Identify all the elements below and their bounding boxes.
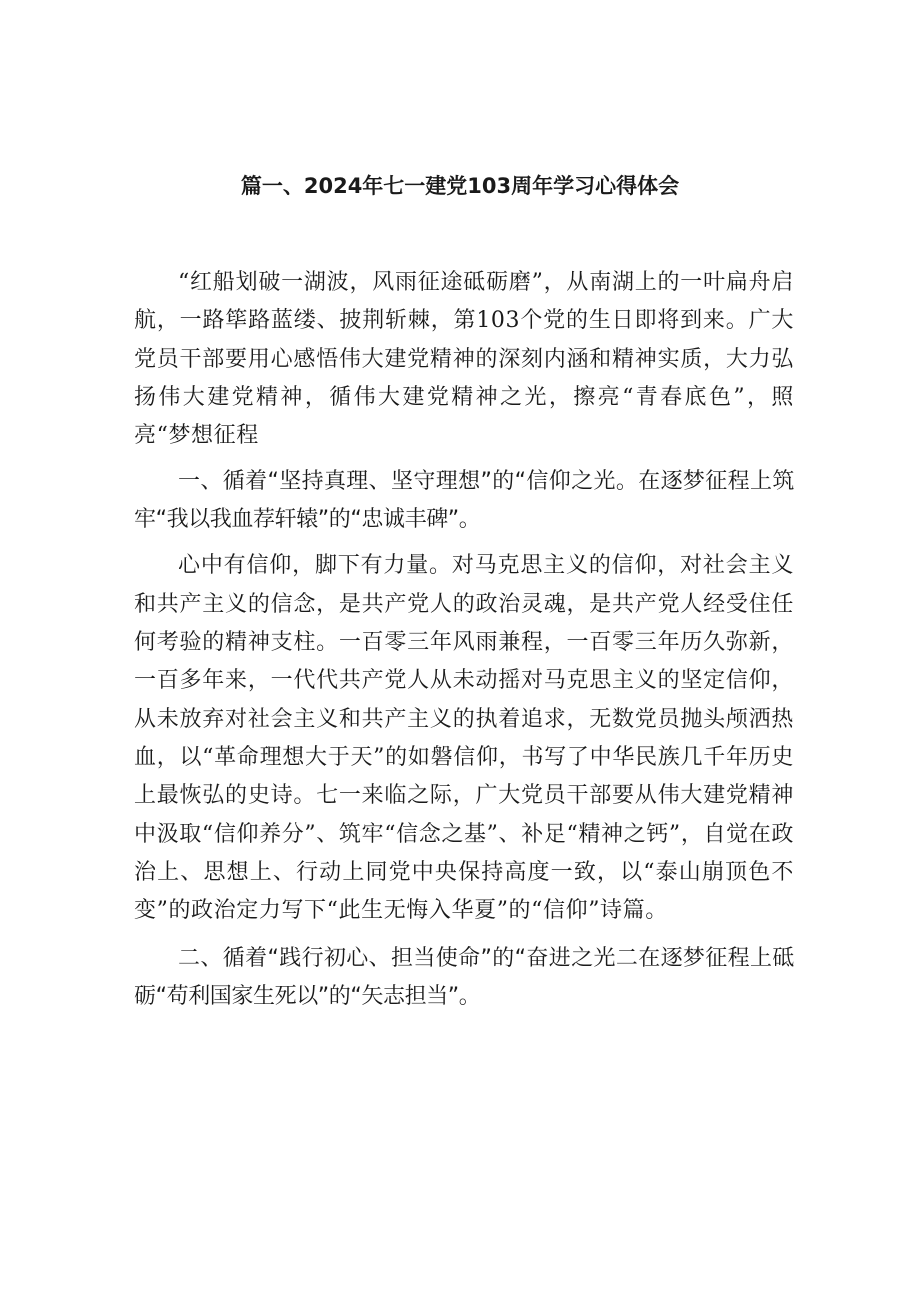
- intro-paragraph: “红船划破一湖波，风雨征途砥砺磨”，从南湖上的一叶扁舟启航，一路筚路蓝缕、披荆斩棘，第103个党的生日即将到来。广大党员干部要用心感悟伟大建党精神的深刻内涵和精神实质，大力弘扬伟大建党精神，循伟大建党精神之光，擦亮“青春底色”，照亮“梦想征程: [134, 270, 794, 449]
- section-1-paragraph: 心中有信仰，脚下有力量。对马克思主义的信仰，对社会主义和共产主义的信念，是共产党人的政治灵魂，是共产党人经受住任何考验的精神支柱。一百零三年风雨兼程，一百零三年历久弥新，一百多年来，一代代共产党人从未动摇对马克思主义的坚定信仰，从未放弃对社会主义和共产主义的执着追求，无数党员抛头颅洒热血，以“革命理想大于天”的如磐信仰，书写了中华民族几千年历史上最恢弘的史诗。七一来临之际，广大党员干部要从伟大建党精神中汲取“信仰养分”、筑牢“信念之基”、补足“精神之钙”，自觉在政治上、思想上、行动上同党中央保持高度一致，以“泰山崩顶色不变”的政治定力写下“此生无悔入华夏”的“信仰”诗篇。: [134, 553, 794, 924]
- document-body: [134, 264, 794, 1016]
- section-heading-1: 一、循着“坚持真理、坚守理想”的“信仰之光。在逐梦征程上筑牢“我以我血荐轩辕”的“忠诚丰碑”。: [134, 469, 794, 533]
- paragraph-spacer: [134, 930, 794, 940]
- section-heading-2: 二、循着“践行初心、担当使命”的“奋进之光二在逐梦征程上砥砺“苟利国家生死以”的“矢志担当”。: [134, 946, 794, 1010]
- document-title: 篇一、2024年七一建党103周年学习心得体会: [240, 174, 680, 198]
- paragraph-spacer: [134, 455, 794, 463]
- paragraph-spacer: [134, 539, 794, 547]
